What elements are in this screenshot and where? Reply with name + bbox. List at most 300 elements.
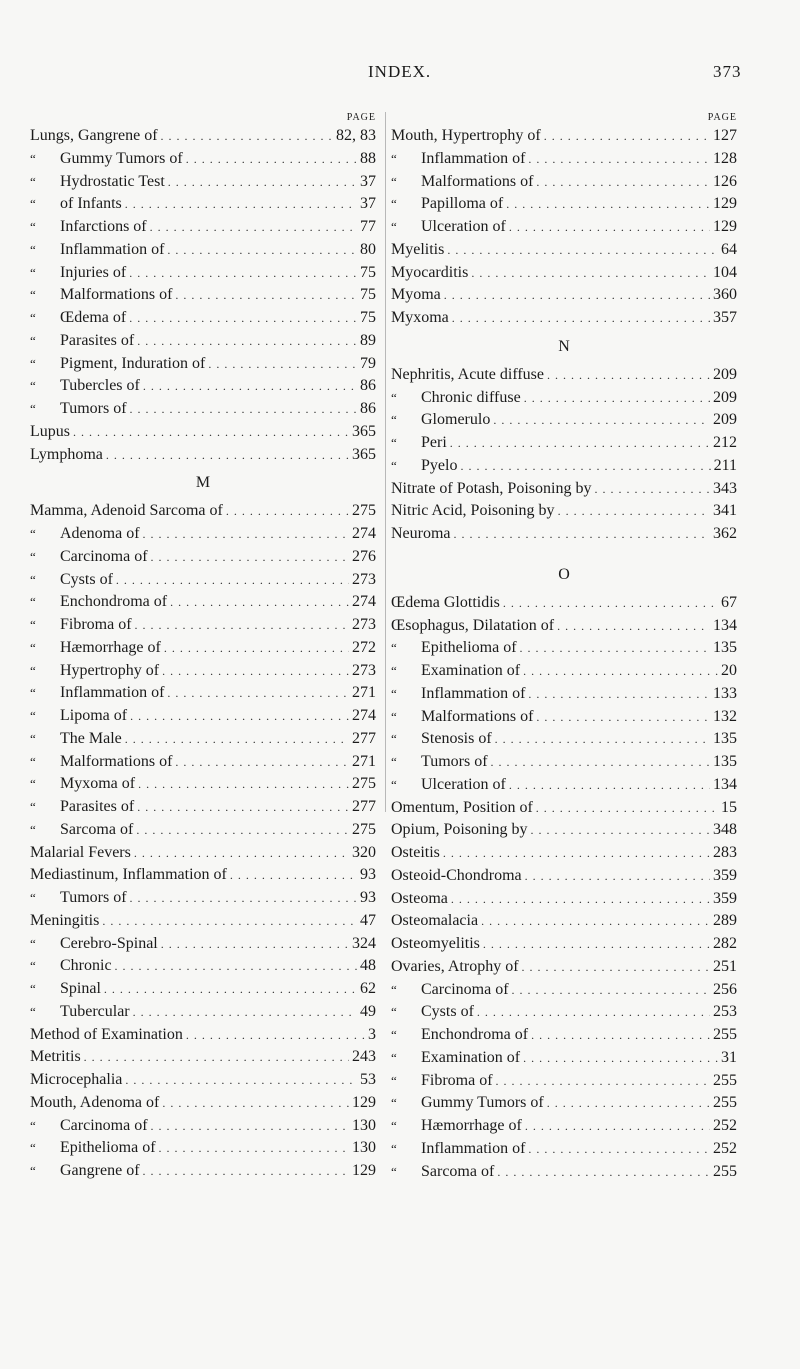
index-entry	[30, 262, 376, 285]
running-head	[0, 62, 800, 86]
entry-page-number: 275	[352, 502, 376, 520]
dot-leader	[524, 387, 710, 410]
dot-leader	[186, 148, 357, 171]
index-entry	[391, 910, 737, 933]
entry-text: Hypertrophy of	[60, 661, 160, 679]
index-entry	[391, 979, 737, 1002]
dot-leader	[133, 1001, 357, 1024]
dot-leader	[491, 751, 710, 774]
index-entry	[30, 330, 376, 353]
entry-term	[391, 592, 500, 615]
index-entry	[30, 1069, 376, 1092]
entry-page-number: 324	[352, 934, 376, 952]
ditto-mark: “	[391, 981, 397, 997]
entry-page-number: 134	[713, 616, 737, 634]
dot-leader	[525, 1115, 710, 1138]
index-entry	[391, 1092, 737, 1115]
dot-leader	[167, 682, 349, 705]
index-entry	[30, 284, 376, 307]
entry-text: Ovaries, Atrophy of	[391, 957, 519, 975]
dot-leader	[523, 1047, 718, 1070]
entry-text: Examination of	[421, 1048, 521, 1066]
entry-page-number: 135	[713, 639, 737, 657]
index-entry	[391, 125, 737, 148]
dot-leader	[151, 1115, 349, 1138]
index-entry	[391, 728, 737, 751]
dot-leader	[161, 125, 333, 148]
index-entry	[391, 1024, 737, 1047]
dot-leader	[443, 842, 710, 865]
entry-term	[391, 171, 533, 194]
ditto-mark: “	[30, 571, 36, 587]
dot-leader	[594, 478, 710, 501]
entry-term	[30, 705, 127, 728]
index-column-left	[30, 110, 376, 1183]
entry-page-number: 62	[360, 980, 376, 997]
entry-text: Examination of	[421, 662, 521, 679]
entry-term	[391, 387, 521, 410]
dot-leader	[170, 591, 349, 614]
entry-term	[391, 216, 506, 239]
index-entry	[30, 955, 376, 978]
dot-leader	[115, 955, 357, 978]
ditto-mark: “	[391, 412, 397, 428]
entry-page-number: 252	[713, 1117, 737, 1134]
entry-term	[391, 683, 525, 706]
entry-text: Cerebro-Spinal	[60, 934, 158, 952]
entry-term	[391, 660, 520, 683]
entry-term	[30, 614, 132, 637]
entry-text: Hæmorrhage of	[60, 638, 161, 656]
entry-text: Malformations of	[60, 752, 173, 770]
entry-group	[391, 125, 737, 330]
entry-page-number: 274	[352, 593, 376, 611]
index-entry	[30, 307, 376, 330]
index-entry	[391, 500, 737, 523]
entry-term	[30, 1001, 130, 1024]
index-entry	[30, 375, 376, 398]
dot-leader	[162, 1092, 349, 1115]
entry-page-number: 359	[713, 866, 737, 884]
dot-leader	[135, 614, 349, 637]
entry-page-number: 134	[713, 775, 737, 793]
entry-term	[391, 262, 468, 285]
page-title: INDEX.	[368, 62, 432, 81]
entry-text: Chronic diffuse	[421, 388, 521, 406]
entry-page-number: 129	[352, 1162, 376, 1179]
index-entry	[30, 910, 376, 933]
entry-page-number: 104	[713, 263, 737, 281]
index-entry	[391, 615, 737, 638]
entry-term	[391, 1001, 474, 1024]
ditto-mark: “	[391, 663, 397, 678]
entry-text: Hydrostatic Test	[60, 172, 165, 190]
entry-term	[391, 728, 492, 751]
entry-term	[30, 353, 205, 376]
dot-leader	[125, 728, 349, 751]
entry-text: Osteoid-Chondroma	[391, 866, 522, 884]
entry-page-number: 365	[352, 422, 376, 440]
index-entry	[30, 353, 376, 376]
entry-text: Tubercular	[60, 1002, 130, 1020]
ditto-mark: “	[30, 594, 36, 610]
entry-term	[391, 842, 440, 865]
dot-leader	[525, 865, 710, 888]
entry-page-number: 253	[713, 1003, 737, 1021]
entry-text: Cysts of	[421, 1003, 474, 1021]
entry-text: Malformations of	[60, 286, 173, 304]
dot-leader	[523, 660, 718, 683]
entry-page-number: 129	[713, 218, 737, 235]
entry-page-number: 209	[713, 411, 737, 429]
dot-leader	[495, 728, 710, 751]
dot-leader	[452, 307, 710, 330]
ditto-mark: “	[30, 890, 36, 905]
index-entry	[30, 421, 376, 444]
index-entry	[30, 728, 376, 751]
ditto-mark: “	[30, 264, 36, 280]
dot-leader	[528, 683, 710, 706]
dot-leader	[130, 705, 349, 728]
entry-page-number: 37	[360, 195, 376, 213]
ditto-mark: “	[391, 196, 397, 212]
index-entry	[30, 1137, 376, 1160]
entry-term	[391, 307, 449, 330]
index-entry	[391, 842, 737, 865]
dot-leader	[536, 706, 710, 729]
ditto-mark: “	[30, 981, 36, 996]
entry-term	[30, 728, 122, 751]
dot-leader	[73, 421, 349, 444]
entry-text: of Infants	[60, 195, 122, 213]
index-entry	[30, 148, 376, 171]
ditto-mark: “	[30, 821, 36, 837]
index-entry	[391, 774, 737, 797]
entry-text: Meningitis	[30, 911, 100, 929]
entry-page-number: 75	[360, 263, 376, 281]
entry-page-number: 135	[713, 730, 737, 748]
entry-term	[30, 421, 70, 444]
dot-leader	[503, 592, 718, 615]
entry-term	[30, 637, 161, 660]
dot-leader	[106, 444, 349, 467]
entry-text: Epithelioma of	[60, 1139, 156, 1157]
ditto-mark: “	[391, 219, 397, 234]
index-entry	[391, 706, 737, 729]
entry-term	[30, 546, 148, 569]
entry-group	[30, 125, 376, 466]
entry-page-number: 67	[721, 593, 737, 611]
ditto-mark: “	[391, 685, 397, 701]
ditto-mark: “	[30, 355, 36, 371]
ditto-mark: “	[30, 332, 36, 348]
entry-term	[30, 864, 227, 887]
entry-page-number: 282	[713, 935, 737, 952]
entry-term	[30, 148, 183, 171]
ditto-mark: “	[391, 150, 397, 166]
index-entry	[391, 239, 737, 262]
index-entry	[30, 1160, 376, 1183]
index-entry	[30, 1024, 376, 1047]
section-letter-o: O	[558, 565, 570, 583]
dot-leader	[522, 956, 710, 979]
entry-text: Tubercles of	[60, 377, 140, 395]
dot-leader	[151, 546, 349, 569]
ditto-mark: “	[30, 730, 36, 746]
index-entry	[30, 1115, 376, 1138]
entry-term	[30, 239, 164, 262]
entry-page-number: 252	[713, 1139, 737, 1157]
entry-page-number: 343	[713, 479, 737, 497]
entry-term	[391, 409, 490, 432]
dot-leader	[84, 1046, 349, 1069]
entry-page-number: 86	[360, 400, 376, 417]
entry-text: Carcinoma of	[60, 547, 148, 565]
ditto-mark: “	[391, 1163, 397, 1179]
ditto-mark: “	[391, 1118, 397, 1133]
entry-term	[30, 262, 126, 285]
index-entry	[391, 455, 737, 478]
entry-group	[391, 592, 737, 1184]
entry-page-number: 88	[360, 149, 376, 167]
dot-leader	[186, 1024, 365, 1047]
entry-page-number: 255	[713, 1162, 737, 1180]
ditto-mark: “	[30, 287, 36, 303]
index-entry	[30, 887, 376, 910]
entry-text: Epithelioma of	[421, 639, 517, 657]
entry-page-number: 271	[352, 752, 376, 770]
entry-page-number: 276	[352, 547, 376, 565]
dot-leader	[493, 409, 710, 432]
page-column-label: PAGE	[707, 112, 737, 123]
index-entry	[30, 239, 376, 262]
entry-text: Injuries of	[60, 263, 127, 281]
ditto-mark: “	[391, 1072, 397, 1088]
dot-leader	[477, 1001, 710, 1024]
entry-page-number: 365	[352, 445, 376, 463]
entry-text: Peri	[421, 434, 447, 451]
entry-text: Papilloma of	[421, 195, 504, 213]
entry-term	[391, 364, 544, 387]
ditto-mark: “	[391, 457, 397, 473]
entry-text: Omentum, Position of	[391, 798, 533, 816]
entry-text: Ulceration of	[421, 218, 506, 235]
entry-term	[30, 1069, 122, 1092]
dot-leader	[471, 262, 710, 285]
dot-leader	[558, 500, 710, 523]
entry-page-number: 130	[352, 1116, 376, 1134]
entry-page-number: 129	[352, 1093, 376, 1111]
entry-text: Method of Examination	[30, 1025, 183, 1043]
entry-text: Adenoma of	[60, 525, 140, 542]
entry-term	[30, 978, 101, 1001]
entry-term	[30, 682, 164, 705]
index-entry	[391, 956, 737, 979]
index-entry	[391, 523, 737, 546]
entry-text: Lipoma of	[60, 707, 128, 724]
dot-leader	[509, 774, 710, 797]
entry-text: Parasites of	[60, 798, 135, 815]
entry-text: Carcinoma of	[421, 980, 509, 998]
entry-text: Inflammation of	[60, 240, 165, 258]
ditto-mark: “	[30, 526, 36, 541]
entry-page-number: 209	[713, 388, 737, 406]
entry-term	[391, 706, 533, 729]
entry-text: Spinal	[60, 980, 101, 997]
ditto-mark: “	[391, 776, 397, 792]
entry-term	[391, 637, 517, 660]
entry-page-number: 243	[352, 1048, 376, 1066]
index-entry	[391, 478, 737, 501]
index-entry	[391, 387, 737, 410]
entry-text: Hæmorrhage of	[421, 1117, 522, 1134]
index-entry	[30, 216, 376, 239]
entry-page-number: 89	[360, 331, 376, 349]
index-entry	[30, 398, 376, 421]
page-number: 373	[713, 62, 742, 81]
entry-text: Osteomyelitis	[391, 935, 480, 952]
index-entry	[30, 569, 376, 592]
ditto-mark: “	[30, 639, 36, 655]
ditto-mark: “	[30, 958, 36, 974]
entry-text: Tumors of	[421, 753, 488, 770]
entry-page-number: 273	[352, 570, 376, 588]
ditto-mark: “	[30, 799, 36, 814]
dot-leader	[130, 398, 357, 421]
index-entry	[391, 865, 737, 888]
entry-term	[30, 1137, 156, 1160]
entry-text: Sarcoma of	[60, 820, 134, 838]
entry-text: Microcephalia	[30, 1071, 123, 1088]
dot-leader	[175, 751, 349, 774]
entry-page-number: 274	[352, 707, 376, 724]
index-entry	[391, 1070, 737, 1093]
entry-term	[30, 398, 127, 421]
entry-term	[391, 1047, 520, 1070]
entry-page-number: 362	[713, 525, 737, 542]
entry-page-number: 48	[360, 957, 376, 975]
dot-leader	[143, 523, 349, 546]
entry-term	[391, 432, 447, 455]
index-entry	[391, 364, 737, 387]
entry-text: Inflammation of	[421, 684, 526, 702]
ditto-mark: “	[30, 241, 36, 257]
ditto-mark: “	[391, 1095, 397, 1111]
ditto-mark: “	[391, 1027, 397, 1042]
entry-page-number: 255	[713, 1071, 737, 1089]
dot-leader	[104, 978, 357, 1001]
entry-text: Sarcoma of	[421, 1162, 495, 1180]
dot-leader	[150, 216, 357, 239]
entry-term	[30, 193, 122, 216]
index-column-right	[391, 110, 737, 1183]
entry-text: Nitrate of Potash, Poisoning by	[391, 479, 592, 497]
entry-text: Ulceration of	[421, 775, 506, 793]
entry-page-number: 75	[360, 309, 376, 326]
entry-text: Mamma, Adenoid Sarcoma of	[30, 502, 223, 520]
index-entry	[30, 637, 376, 660]
entry-text: Œdema Glottidis	[391, 593, 500, 611]
entry-page-number: 53	[360, 1071, 376, 1088]
index-entry	[391, 751, 737, 774]
dot-leader	[137, 330, 357, 353]
entry-text: Nitric Acid, Poisoning by	[391, 502, 555, 520]
entry-term	[30, 1046, 81, 1069]
entry-text: Infarctions of	[60, 218, 147, 235]
ditto-mark: “	[30, 1140, 36, 1156]
ditto-mark: “	[391, 1140, 397, 1156]
entry-page-number: 283	[713, 844, 737, 861]
entry-term	[391, 888, 448, 911]
entry-term	[30, 910, 99, 933]
entry-page-number: 129	[713, 195, 737, 213]
ditto-mark: “	[30, 685, 36, 701]
entry-term	[30, 569, 113, 592]
entry-term	[30, 375, 140, 398]
entry-term	[30, 591, 167, 614]
ditto-mark: “	[30, 935, 36, 951]
entry-term	[30, 842, 131, 865]
dot-leader	[506, 193, 710, 216]
ditto-mark: “	[30, 173, 36, 189]
index-entry	[391, 216, 737, 239]
entry-term	[30, 773, 135, 796]
dot-leader	[447, 239, 718, 262]
dot-leader	[159, 1137, 349, 1160]
entry-page-number: 255	[713, 1094, 737, 1112]
dot-leader	[509, 216, 710, 239]
entry-text: Enchondroma of	[60, 593, 168, 611]
entry-term	[391, 1024, 528, 1047]
entry-page-number: 135	[713, 753, 737, 770]
section-letter-m: M	[195, 474, 211, 492]
dot-leader	[230, 864, 357, 887]
entry-term	[391, 979, 509, 1002]
entry-text: Malarial Fevers	[30, 843, 131, 861]
entry-text: Chronic	[60, 957, 112, 975]
ditto-mark: “	[391, 640, 397, 656]
ditto-mark: “	[391, 389, 397, 405]
ditto-mark: “	[391, 435, 397, 450]
entry-page-number: 212	[713, 434, 737, 451]
entry-page-number: 3	[368, 1025, 376, 1043]
entry-page-number: 209	[713, 365, 737, 383]
entry-text: Malformations of	[421, 172, 534, 190]
dot-leader	[547, 1092, 710, 1115]
entry-text: Mouth, Hypertrophy of	[391, 127, 541, 144]
dot-leader	[531, 1024, 710, 1047]
dot-leader	[226, 500, 349, 523]
index-entry	[30, 682, 376, 705]
entry-term	[391, 284, 441, 307]
index-entry	[391, 888, 737, 911]
entry-term	[391, 751, 488, 774]
entry-text: The Male	[60, 729, 122, 747]
entry-text: Myocarditis	[391, 263, 469, 281]
entry-text: Lymphoma	[30, 445, 103, 463]
entry-text: Fibroma of	[60, 616, 132, 633]
entry-text: Gummy Tumors of	[421, 1094, 544, 1112]
entry-text: Fibroma of	[421, 1071, 493, 1089]
entry-text: Tumors of	[60, 889, 127, 906]
entry-term	[391, 1138, 525, 1161]
index-entry	[391, 637, 737, 660]
dot-leader	[481, 910, 710, 933]
entry-term	[391, 956, 519, 979]
entry-term	[391, 478, 591, 501]
dot-leader	[129, 262, 357, 285]
dot-leader	[125, 193, 357, 216]
